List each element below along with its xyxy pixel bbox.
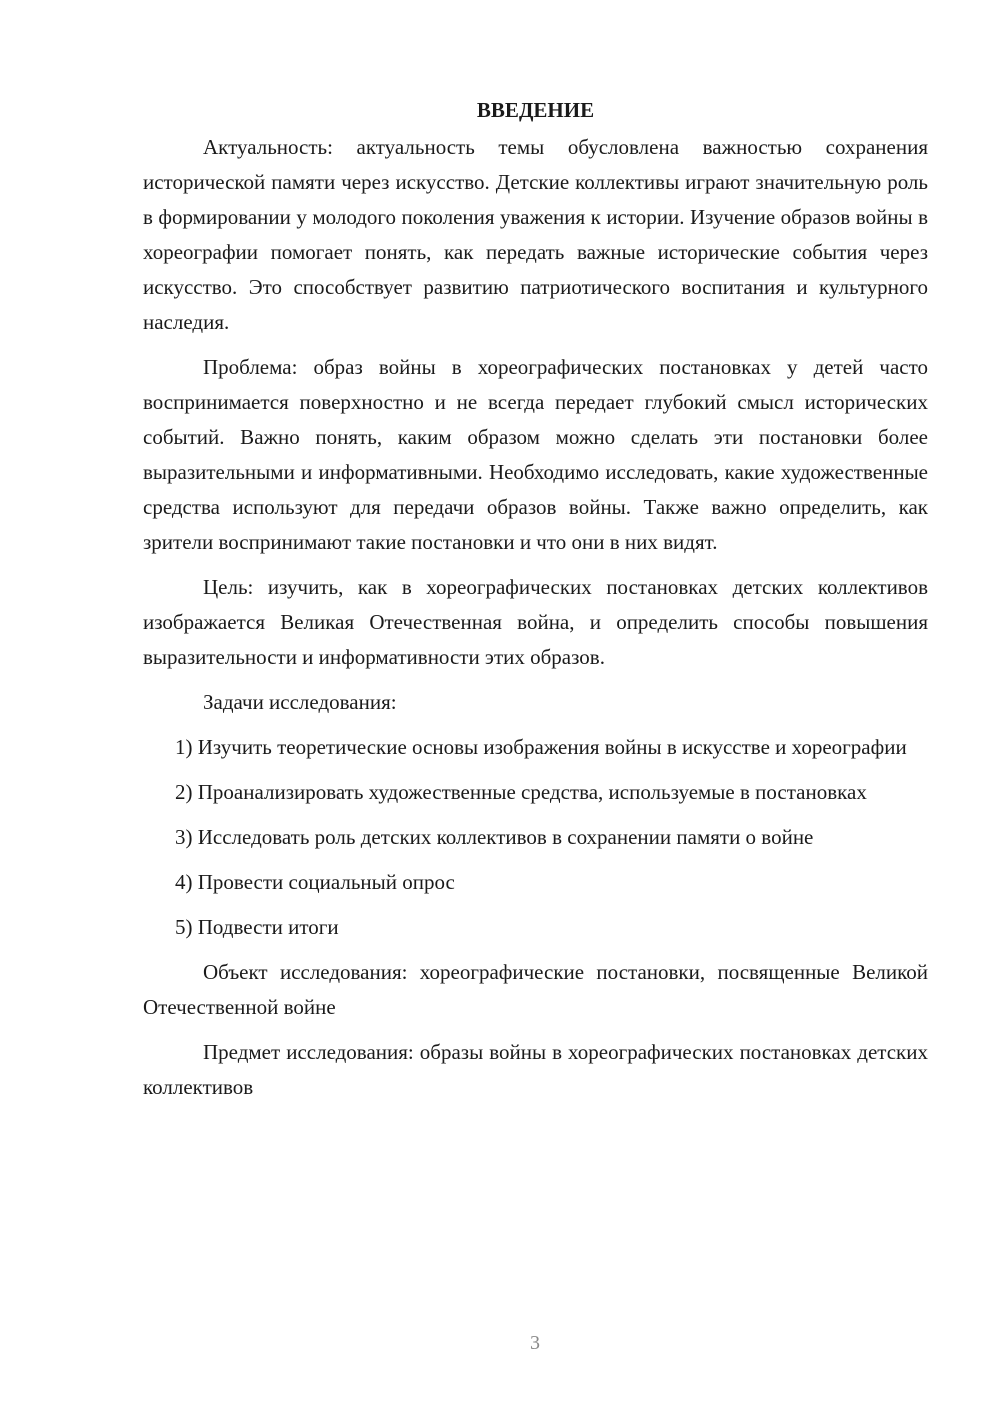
page-number: 3 bbox=[530, 1332, 540, 1354]
subject-paragraph: Предмет исследования: образы войны в хореографических постановках детских коллективов bbox=[143, 1040, 928, 1099]
task-item-4: 4) Провести социальный опрос bbox=[175, 870, 455, 894]
task-item-5: 5) Подвести итоги bbox=[175, 915, 339, 939]
section-title: ВВЕДЕНИЕ bbox=[476, 98, 595, 122]
relevance-paragraph: Актуальность: актуальность темы обусловлена важностью сохранения исторической памяти через искусство. Детские коллективы играют значительную роль в формировании у молодого поколения уважения к истории. Изучение образов войны в хореографии помогает понять, как передать важные исторические события через искусство. Это способствует развитию патриотического воспитания и культурного наследия. bbox=[143, 135, 928, 334]
task-item-1: 1) Изучить теоретические основы изображения войны в искусстве и хореографии bbox=[175, 735, 907, 759]
tasks-heading: Задачи исследования: bbox=[203, 690, 397, 714]
tasks-list bbox=[143, 730, 928, 945]
task-item-2: 2) Проанализировать художественные средства, используемые в постановках bbox=[175, 780, 867, 804]
goal-paragraph: Цель: изучить, как в хореографических постановках детских коллективов изображается Великая Отечественная война, и определить способы повышения выразительности и информативности этих образов. bbox=[143, 575, 928, 669]
document-page bbox=[143, 93, 928, 1115]
problem-paragraph: Проблема: образ войны в хореографических постановках у детей часто воспринимается поверхностно и не всегда передает глубокий смысл исторических событий. Важно понять, каким образом можно сделать эти постановки более выразительными и информативными. Необходимо исследовать, какие художественные средства используют для передачи образов войны. Также важно определить, как зрители воспринимают такие постановки и что они в них видят. bbox=[143, 355, 928, 554]
task-item-3: 3) Исследовать роль детских коллективов в сохранении памяти о войне bbox=[175, 825, 814, 849]
object-paragraph: Объект исследования: хореографические постановки, посвященные Великой Отечественной войне bbox=[143, 960, 928, 1019]
